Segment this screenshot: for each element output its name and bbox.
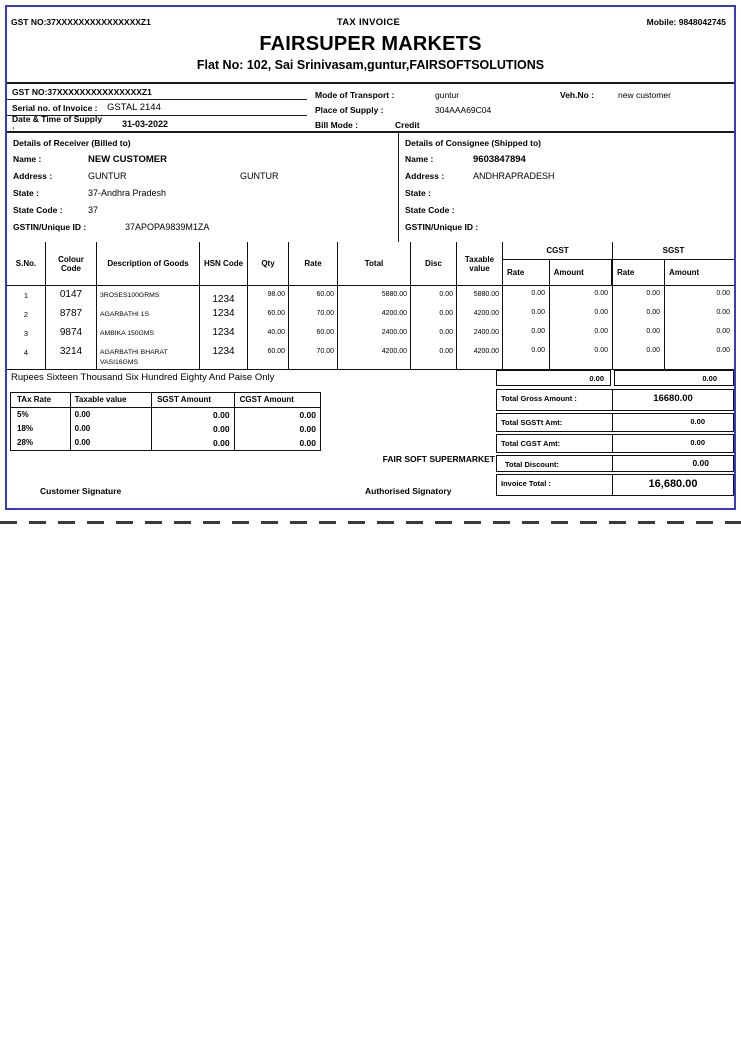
consignee-name: 9603847894 xyxy=(473,154,526,165)
col-disc: Disc xyxy=(411,242,457,285)
item-row-4 xyxy=(7,343,734,369)
consignee-address: ANDHRAPRADESH xyxy=(473,171,555,181)
tear-off-dashed-line xyxy=(0,521,741,524)
consignee-gstin-label: GSTIN/Unique ID : xyxy=(405,222,479,232)
header-top-row xyxy=(7,7,734,28)
tax-rate: 5% xyxy=(11,408,71,422)
consignee-title: Details of Consignee (Shipped to) xyxy=(405,138,542,148)
item-disc: 0.00 xyxy=(411,324,457,343)
item-taxable: 5880.00 xyxy=(457,286,503,305)
invoice-bottom-section xyxy=(7,370,734,508)
col-cgst-amount: Amount xyxy=(550,260,612,285)
item-row-3 xyxy=(7,324,734,343)
item-taxable: 4200.00 xyxy=(457,305,503,324)
col-total: Total xyxy=(338,242,411,285)
item-sgst-rate: 0.00 xyxy=(613,343,665,369)
col-tax-rate: TAx Rate xyxy=(11,393,71,407)
item-colour-code: 9874 xyxy=(46,324,97,343)
total-gross-value: 16680.00 xyxy=(653,393,693,404)
item-total: 5880.00 xyxy=(338,286,411,305)
invoice-total-row xyxy=(496,474,734,496)
col-hsn-code: HSN Code xyxy=(200,242,248,285)
tax-summary-table xyxy=(10,392,321,451)
total-sgst-value: 0.00 xyxy=(690,417,705,426)
receiver-state: 37-Andhra Pradesh xyxy=(88,188,167,198)
item-taxable: 2400.00 xyxy=(457,324,503,343)
receiver-title: Details of Receiver (Billed to) xyxy=(13,138,131,148)
total-sgst-row xyxy=(496,413,734,432)
item-cgst-rate: 0.00 xyxy=(503,324,550,343)
item-rate: 60.00 xyxy=(289,324,338,343)
item-cgst-rate: 0.00 xyxy=(503,286,550,305)
total-discount-value: 0.00 xyxy=(692,458,709,468)
col-taxable-value: Taxable value xyxy=(71,393,152,407)
item-description: AGARBATHI BHARAT VASI16GMS xyxy=(97,343,200,369)
vehicle-value: new customer xyxy=(618,89,671,100)
receiver-details xyxy=(7,133,399,242)
col-cgst-rate: Rate xyxy=(503,260,550,285)
col-qty: Qty xyxy=(248,242,289,285)
receiver-address-2: GUNTUR xyxy=(240,171,279,181)
item-row-1 xyxy=(7,286,734,305)
col-cgst: CGST xyxy=(503,242,612,260)
item-sgst-amount: 0.00 xyxy=(716,309,730,316)
item-taxable: 4200.00 xyxy=(457,343,503,369)
item-cgst-rate: 0.00 xyxy=(503,305,550,324)
tax-table-header xyxy=(11,393,320,408)
item-total: 4200.00 xyxy=(338,305,411,324)
tax-row-18 xyxy=(11,422,320,436)
item-sno: 1 xyxy=(7,286,46,305)
item-cgst-rate: 0.00 xyxy=(503,343,550,369)
item-hsn: 1234 xyxy=(200,286,248,305)
company-name: FAIR SOFT SUPERMARKET xyxy=(382,454,495,464)
receiver-gstin-label: GSTIN/Unique ID : xyxy=(13,222,87,232)
consignee-details xyxy=(399,133,734,242)
item-row-2 xyxy=(7,305,734,324)
tax-taxable: 0.00 xyxy=(71,422,152,436)
cgst-header-group xyxy=(503,242,613,285)
total-discount-row xyxy=(496,455,734,472)
total-gross-row xyxy=(496,389,734,411)
place-of-supply-label: Place of Supply : xyxy=(315,104,384,115)
date-value: 31-03-2022 xyxy=(122,119,169,129)
receiver-address-1: GUNTUR xyxy=(88,171,127,181)
invoice-header xyxy=(7,7,734,84)
total-cgst-value: 0.00 xyxy=(690,438,705,447)
item-rate: 70.00 xyxy=(289,305,338,324)
total-gross-label: Total Gross Amount : xyxy=(497,390,613,410)
item-total: 2400.00 xyxy=(338,324,411,343)
receiver-state-code: 37 xyxy=(88,205,99,215)
item-rate: 70.00 xyxy=(289,343,338,369)
tax-row-28 xyxy=(11,436,320,450)
item-total: 4200.00 xyxy=(338,343,411,369)
consignee-name-label: Name : xyxy=(405,154,434,164)
total-sgst-label: Total SGSTt Amt: xyxy=(497,414,613,431)
col-sgst-rate: Rate xyxy=(613,260,665,285)
tax-taxable: 0.00 xyxy=(71,436,152,450)
item-sgst-rate: 0.00 xyxy=(613,305,665,324)
serial-value: GSTAL 2144 xyxy=(107,102,161,113)
item-sgst-rate: 0.00 xyxy=(613,324,665,343)
col-sgst-amount: SGST Amount xyxy=(152,393,234,407)
total-cgst-row xyxy=(496,434,734,453)
bill-mode-value: Credit xyxy=(395,119,420,130)
item-disc: 0.00 xyxy=(411,305,457,324)
col-taxable-value: Taxable value xyxy=(457,242,503,285)
item-sgst-amount: 0.00 xyxy=(716,328,730,335)
invoice-total-label: Invoice Total : xyxy=(497,475,613,495)
details-section xyxy=(7,133,734,242)
items-table xyxy=(7,242,734,370)
item-sgst-amount: 0.00 xyxy=(716,290,730,297)
tax-cgst: 0.00 xyxy=(299,424,317,434)
receiver-name-label: Name : xyxy=(13,154,42,164)
tax-sgst: 0.00 xyxy=(152,422,234,436)
customer-signature-label: Customer Signature xyxy=(40,486,122,496)
item-qty: 60.00 xyxy=(248,343,289,369)
item-cgst-amount: 0.00 xyxy=(550,324,613,343)
tax-sgst: 0.00 xyxy=(152,436,234,450)
bill-mode-label: Bill Mode : xyxy=(315,119,358,130)
item-cgst-amount: 0.00 xyxy=(550,343,613,369)
col-sgst: SGST xyxy=(613,242,734,260)
info-right-column xyxy=(307,84,734,131)
cgst-total: 0.00 xyxy=(496,370,611,386)
receiver-address-label: Address : xyxy=(13,171,53,181)
document-type-title: TAX INVOICE xyxy=(336,17,401,28)
seller-gst-no: GST NO:37XXXXXXXXXXXXXXXZ1 xyxy=(11,17,151,27)
serial-label: Serial no. of Invoice : xyxy=(12,102,98,113)
consignee-address-label: Address : xyxy=(405,171,445,181)
item-sno: 2 xyxy=(7,305,46,324)
item-qty: 60.00 xyxy=(248,305,289,324)
total-cgst-label: Total CGST Amt: xyxy=(497,435,613,452)
receiver-name: NEW CUSTOMER xyxy=(88,154,167,165)
col-rate: Rate xyxy=(289,242,338,285)
item-hsn: 1234 xyxy=(200,305,248,324)
mobile-number: Mobile: 9848042745 xyxy=(646,17,727,27)
consignee-state-code-label: State Code : xyxy=(405,205,455,215)
item-colour-code: 8787 xyxy=(46,305,97,324)
sgst-total: 0.00 xyxy=(614,370,734,386)
item-sno: 3 xyxy=(7,324,46,343)
item-sno: 4 xyxy=(7,343,46,369)
invoice-info-section xyxy=(7,84,734,133)
sgst-header-group xyxy=(613,242,734,285)
item-description: 3ROSES100GRMS xyxy=(97,286,200,305)
amount-in-words: Rupees Sixteen Thousand Six Hundred Eighty And Paise Only xyxy=(11,372,275,383)
col-sgst-amount: Amount xyxy=(669,268,700,277)
vehicle-label: Veh.No : xyxy=(560,89,595,100)
item-qty: 40.00 xyxy=(248,324,289,343)
col-description: Description of Goods xyxy=(97,242,200,285)
item-cgst-amount: 0.00 xyxy=(550,305,613,324)
item-description: AGARBATHI 1S xyxy=(97,305,200,324)
total-discount-label: Total Discount: xyxy=(497,456,613,471)
item-disc: 0.00 xyxy=(411,286,457,305)
tax-cgst: 0.00 xyxy=(299,410,317,420)
col-sno: S.No. xyxy=(7,242,46,285)
item-qty: 98.00 xyxy=(248,286,289,305)
item-sgst-rate: 0.00 xyxy=(613,286,665,305)
item-cgst-amount: 0.00 xyxy=(550,286,613,305)
transport-value: guntur xyxy=(435,89,460,100)
items-table-header xyxy=(7,242,734,286)
gst-totals-row xyxy=(496,370,734,386)
store-name: FAIRSUPER MARKETS xyxy=(259,33,482,55)
receiver-gstin: 37APOPA9839M1ZA xyxy=(125,222,210,232)
store-address: Flat No: 102, Sai Srinivasam,guntur,FAIRSOFTSOLUTIONS xyxy=(196,58,545,72)
tax-invoice-document xyxy=(5,5,736,510)
tax-taxable: 0.00 xyxy=(71,408,152,422)
receiver-state-label: State : xyxy=(13,188,39,198)
authorised-signatory-label: Authorised Signatory xyxy=(365,486,452,496)
item-disc: 0.00 xyxy=(411,343,457,369)
item-rate: 60.00 xyxy=(289,286,338,305)
item-colour-code: 3214 xyxy=(46,343,97,369)
tax-rate: 28% xyxy=(11,436,71,450)
tax-sgst: 0.00 xyxy=(152,408,234,422)
item-colour-code: 0147 xyxy=(46,286,97,305)
transport-label: Mode of Transport : xyxy=(315,89,395,100)
item-description: AMBIKA 150GMS xyxy=(97,324,200,343)
tax-table-body xyxy=(11,408,320,450)
tax-rate: 18% xyxy=(11,422,71,436)
item-hsn: 1234 xyxy=(200,343,248,369)
date-label: Date & Time of Supply : xyxy=(12,114,103,134)
item-sgst-amount: 0.00 xyxy=(716,347,730,354)
place-of-supply-value: 304AAA69C04 xyxy=(435,104,492,115)
totals-panel xyxy=(496,370,734,498)
info-left-column xyxy=(7,84,307,134)
receiver-state-code-label: State Code : xyxy=(13,205,63,215)
col-colour-code: Colour Code xyxy=(46,242,97,285)
invoice-total-value: 16,680.00 xyxy=(648,478,698,490)
items-table-body xyxy=(7,286,734,370)
info-gst-no: GST NO:37XXXXXXXXXXXXXXXZ1 xyxy=(12,86,152,97)
col-cgst-amount: CGST Amount xyxy=(239,395,294,404)
tax-row-5 xyxy=(11,408,320,422)
tax-cgst: 0.00 xyxy=(299,438,317,448)
item-hsn: 1234 xyxy=(200,324,248,343)
consignee-state-label: State : xyxy=(405,188,431,198)
